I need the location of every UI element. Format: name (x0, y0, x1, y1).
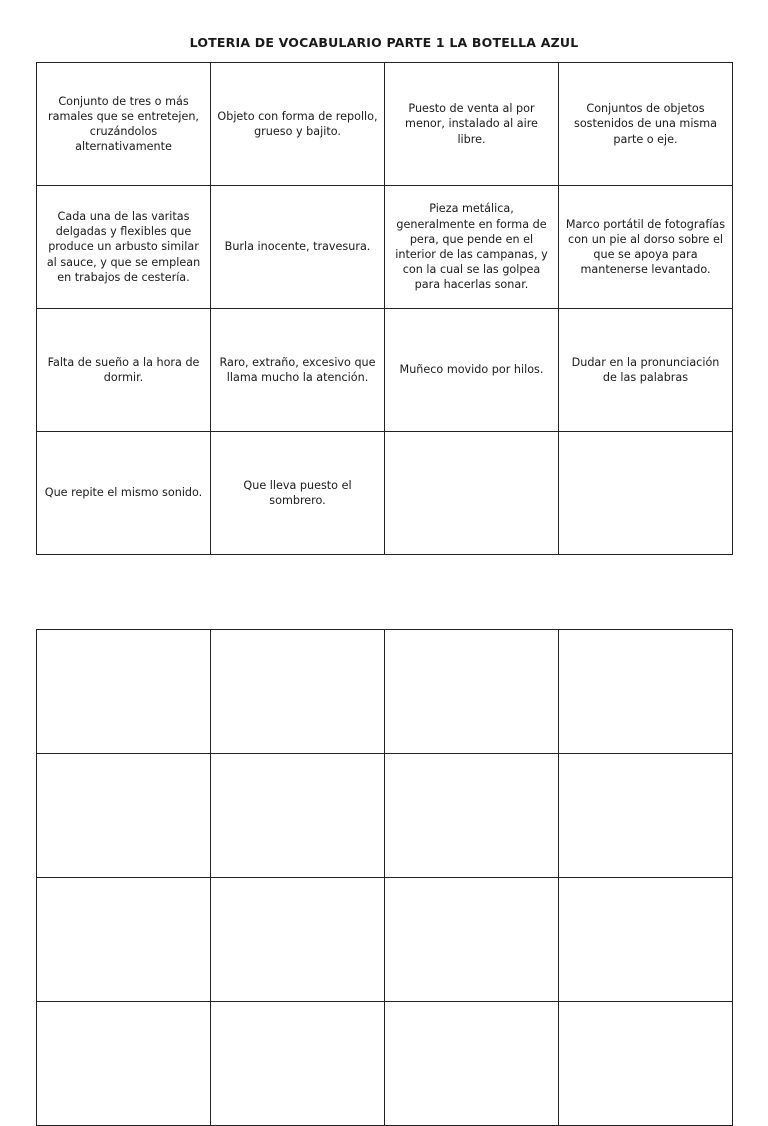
vocabulary-grid (36, 62, 733, 555)
grid-cell: Raro, extraño, excesivo que llama mucho la atención. (211, 309, 385, 432)
grid-row (37, 630, 733, 754)
grid-cell (385, 754, 559, 878)
grid-cell: Burla inocente, travesura. (211, 186, 385, 309)
grid-cell (37, 630, 211, 754)
blank-grid (36, 629, 733, 1126)
grid-row (37, 186, 733, 309)
grid-cell (37, 1002, 211, 1126)
grid-cell (559, 432, 733, 555)
grid-cell (385, 878, 559, 1002)
grid-cell: Que lleva puesto el sombrero. (211, 432, 385, 555)
grid-cell: Conjuntos de objetos sostenidos de una misma parte o eje. (559, 63, 733, 186)
grid-row (37, 432, 733, 555)
grid-cell (385, 630, 559, 754)
grid-cell (559, 754, 733, 878)
grid-cell: Dudar en la pronunciación de las palabras (559, 309, 733, 432)
grid-cell (385, 1002, 559, 1126)
grid-cell: Que repite el mismo sonido. (37, 432, 211, 555)
grid-cell (211, 1002, 385, 1126)
grid-cell: Conjunto de tres o más ramales que se entretejen, cruzándolos alternativamente (37, 63, 211, 186)
grid-cell: Muñeco movido por hilos. (385, 309, 559, 432)
grid-cell (37, 754, 211, 878)
grid-cell (211, 754, 385, 878)
grid-row (37, 1002, 733, 1126)
grid-row (37, 309, 733, 432)
grid-cell (559, 1002, 733, 1126)
grid-row (37, 754, 733, 878)
grid-cell: Marco portátil de fotografías con un pie al dorso sobre el que se apoya para mantenerse levantado. (559, 186, 733, 309)
grid-cell (211, 878, 385, 1002)
grid-row (37, 878, 733, 1002)
grid-cell (559, 630, 733, 754)
grid-cell: Puesto de venta al por menor, instalado al aire libre. (385, 63, 559, 186)
grid-cell: Objeto con forma de repollo, grueso y bajito. (211, 63, 385, 186)
grid-cell: Falta de sueño a la hora de dormir. (37, 309, 211, 432)
grid-cell (385, 432, 559, 555)
grid-cell (559, 878, 733, 1002)
grid-cell (211, 630, 385, 754)
grid-cell: Cada una de las varitas delgadas y flexibles que produce un arbusto similar al sauce, y que se emplean en trabajos de cestería. (37, 186, 211, 309)
page-title: LOTERIA DE VOCABULARIO PARTE 1 LA BOTELLA AZUL (189, 35, 579, 50)
grid-row (37, 63, 733, 186)
grid-cell (37, 878, 211, 1002)
grid-cell: Pieza metálica, generalmente en forma de pera, que pende en el interior de las campanas, y con la cual se las golpea para hacerlas sonar. (385, 186, 559, 309)
